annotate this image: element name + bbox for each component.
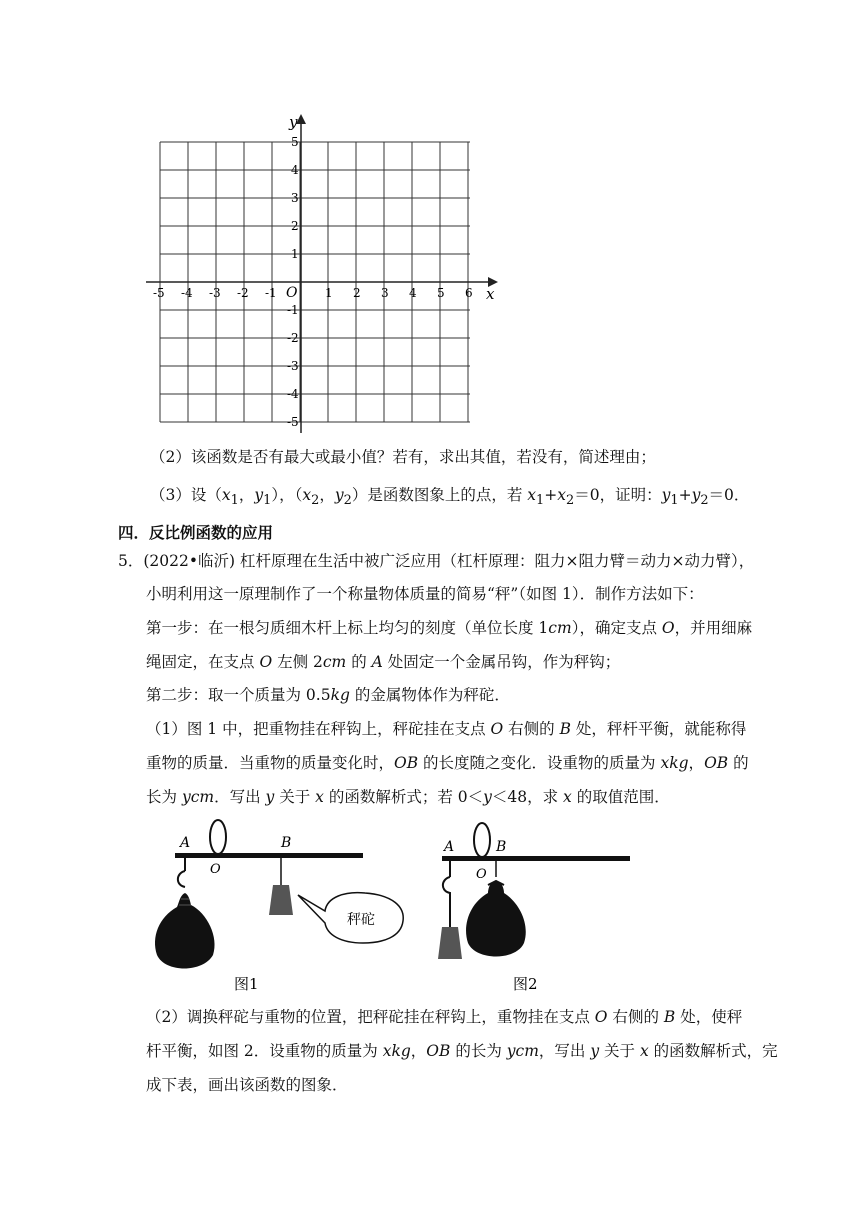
x-axis-label: x xyxy=(486,285,495,303)
counterweight xyxy=(269,885,293,915)
y-axis-arrow xyxy=(296,114,306,124)
lever-bar xyxy=(442,856,630,861)
hook xyxy=(443,861,450,927)
problem-5-line-7: 重物的质量．当重物的质量变化时，OB 的长度随之变化．设重物的质量为 xkg，OB 的 xyxy=(146,754,749,772)
figure-1 xyxy=(145,815,415,995)
label-B: B xyxy=(281,835,292,851)
y-tick-label: 1 xyxy=(291,247,299,261)
y-tick-label: -2 xyxy=(287,331,299,345)
x-tick-label: -3 xyxy=(209,286,221,300)
x-tick-label: 6 xyxy=(465,286,473,300)
x-tick-label: -2 xyxy=(237,286,249,300)
label-A: A xyxy=(180,835,191,851)
figure-1-caption: 图1 xyxy=(234,975,259,993)
x-tick-label: 4 xyxy=(409,286,417,300)
label-A: A xyxy=(444,839,455,855)
x-tick-label: -5 xyxy=(153,286,165,300)
bubble-text: 秤砣 xyxy=(347,912,375,928)
problem-5-line-3: 第一步：在一根匀质细木杆上标上均匀的刻度（单位长度 1cm），确定支点 O，并用细麻 xyxy=(146,619,753,637)
coordinate-grid xyxy=(140,110,510,440)
x-tick-label: -4 xyxy=(181,286,193,300)
problem-5-line-2: 小明利用这一原理制作了一个称量物体质量的简易“秤”（如图 1）．制作方法如下： xyxy=(146,585,704,603)
problem-5-part-2-line-1: （2）调换秤砣与重物的位置，把秤砣挂在秤钩上，重物挂在支点 O 右侧的 B 处，使秤 xyxy=(146,1008,743,1026)
section-title: 四．反比例函数的应用 xyxy=(118,524,274,542)
label-B: B xyxy=(496,839,507,855)
y-axis-label: y xyxy=(289,113,298,131)
figure-2-caption: 图2 xyxy=(513,975,538,993)
y-tick-label: -1 xyxy=(287,303,299,317)
problem-5-line-6: （1）图 1 中，把重物挂在秤钩上，秤砣挂在支点 O 右侧的 B 处，秤杆平衡，就能称得 xyxy=(146,720,747,738)
y-tick-label: 4 xyxy=(291,163,299,177)
problem-5-line-4: 绳固定，在支点 O 左侧 2cm 的 A 处固定一个金属吊钩，作为秤钩； xyxy=(146,653,621,671)
y-tick-label: -3 xyxy=(287,359,299,373)
problem-5-line-8: 长为 ycm．写出 y 关于 x 的函数解析式；若 0＜y＜48，求 x 的取值范围． xyxy=(146,788,670,806)
question-2: （2）该函数是否有最大或最小值？若有，求出其值，若没有，简述理由； xyxy=(150,448,656,466)
question-3: （3）设（$x_1$，$y_1$），（$x_2$，$y_2$）是函数图象上的点，若 $x_1+x_2=0$，证明：$y_1+y_2=0$． xyxy=(150,486,750,509)
y-tick-label: 2 xyxy=(291,219,299,233)
y-tick-label: 3 xyxy=(291,191,299,205)
x-tick-label: 1 xyxy=(325,286,333,300)
label-O: O xyxy=(210,862,221,877)
counterweight xyxy=(438,927,462,959)
problem-5-line-1: 5．(2022•临沂) 杠杆原理在生活中被广泛应用（杠杆原理：阻力×阻力臂＝动力×动力臂）， xyxy=(118,552,755,570)
y-tick-label: 5 xyxy=(291,135,299,149)
weight-bag xyxy=(466,881,526,957)
x-tick-label: 3 xyxy=(381,286,389,300)
label-O: O xyxy=(476,867,487,882)
lever-bar xyxy=(175,853,363,858)
rope-loop xyxy=(210,820,226,854)
figure-2 xyxy=(430,815,640,995)
origin-label: O xyxy=(286,285,298,301)
problem-5-part-2-line-3: 成下表，画出该函数的图象． xyxy=(146,1076,348,1094)
y-tick-label: -4 xyxy=(287,387,299,401)
x-tick-label: -1 xyxy=(265,286,277,300)
x-tick-label: 5 xyxy=(437,286,445,300)
weight-bag xyxy=(155,893,215,969)
problem-5-line-5: 第二步：取一个质量为 0.5kg 的金属物体作为秤砣． xyxy=(146,686,510,704)
y-tick-label: -5 xyxy=(287,415,299,429)
hook xyxy=(178,858,185,887)
rope-loop xyxy=(474,823,490,857)
x-tick-label: 2 xyxy=(353,286,361,300)
problem-5-part-2-line-2: 杆平衡，如图 2．设重物的质量为 xkg，OB 的长为 ycm，写出 y 关于 x 的函数解析式，完 xyxy=(146,1042,778,1060)
